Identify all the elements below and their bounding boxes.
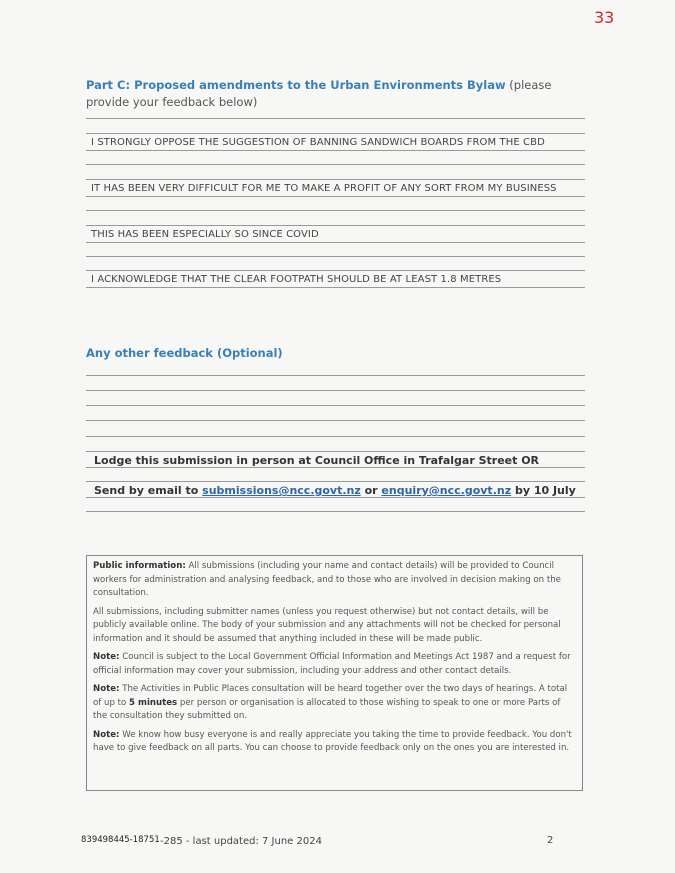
form-rule [86, 451, 585, 452]
info-paragraph [93, 683, 575, 724]
info-bold: 5 minutes [129, 697, 178, 708]
footer-page-number: 2 [547, 835, 554, 846]
form-rule [86, 133, 585, 134]
info-text: We know how busy everyone is and really appreciate you taking the time to provide feedback. You don't have to give feedback on all parts. You can choose to provide feedback only on the ones you are interested in. [93, 729, 572, 753]
form-rule [86, 287, 585, 288]
answer-line-4: I ACKNOWLEDGE THAT THE CLEAR FOOTPATH SHOULD BE AT LEAST 1.8 METRES [91, 274, 502, 285]
send-by-email-mid: or [360, 484, 382, 497]
form-rule [86, 481, 585, 482]
form-rule [86, 150, 585, 151]
public-information-box [86, 555, 583, 791]
document-id: 839498445-18751 [81, 835, 160, 845]
form-rule [86, 270, 585, 271]
form-rule [86, 242, 585, 243]
form-rule [86, 375, 585, 376]
submissions-email-link[interactable]: submissions@ncc.govt.nz [202, 484, 361, 497]
form-rule [86, 196, 585, 197]
info-label: Note: [93, 729, 120, 740]
send-by-email-pre: Send by email to [94, 484, 203, 497]
part-c-title-bold: Part C: Proposed amendments to the Urban Environments Bylaw [86, 78, 506, 92]
info-label: Public information: [93, 561, 186, 571]
form-rule [86, 405, 585, 406]
info-text: All submissions (including your name and contact details) will be provided to Council workers for administration and analysing feedback, and to those who are involved in decision making on the consultation. [93, 561, 561, 598]
form-rule [86, 118, 585, 119]
other-feedback-title-text: Any other feedback (Optional) [86, 346, 283, 360]
form-rule [86, 256, 585, 257]
enquiry-email-link[interactable]: enquiry@ncc.govt.nz [381, 484, 512, 497]
info-paragraph [93, 729, 575, 756]
info-text: Council is subject to the Local Government Official Information and Meetings Act 1987 and a request for official information may cover your submission, including your address and other contact details. [93, 652, 571, 676]
page-number-stamp: 33 [594, 8, 615, 27]
info-label: Note: [93, 684, 120, 694]
form-rule [86, 511, 585, 512]
info-text: All submissions, including submitter names (unless you request otherwise) but not contact details, will be publicly available online. The body of your submission and any attachments will not be checked for personal information and it should be assumed that anything included in these will be made public. [93, 606, 561, 644]
part-c-title-rest: (please provide your feedback below) [86, 78, 552, 109]
form-rule [86, 179, 585, 180]
form-rule [86, 497, 585, 498]
form-rule [86, 164, 585, 165]
answer-line-2: IT HAS BEEN VERY DIFFICULT FOR ME TO MAKE A PROFIT OF ANY SORT FROM MY BUSINESS [91, 183, 557, 194]
info-paragraph [93, 606, 575, 647]
footer-last-updated: -285 - last updated: 7 June 2024 [160, 836, 322, 847]
answer-line-1: I STRONGLY OPPOSE THE SUGGESTION OF BANNING SANDWICH BOARDS FROM THE CBD [91, 137, 545, 148]
form-rule [86, 467, 585, 468]
form-rule [86, 210, 585, 211]
info-text: per person or organisation is allocated to those wishing to speak to one or more Parts of the consultation they submitted on. [93, 697, 561, 721]
lodge-in-person-text: Lodge this submission in person at Council Office in Trafalgar Street OR [94, 454, 540, 467]
part-c-title [86, 77, 586, 111]
info-paragraph [93, 651, 575, 678]
info-label: Note: [93, 652, 120, 662]
form-rule [86, 436, 585, 437]
answer-line-3: THIS HAS BEEN ESPECIALLY SO SINCE COVID [91, 229, 319, 240]
form-rule [86, 390, 585, 391]
info-paragraph [93, 560, 575, 601]
info-text: The Activities in Public Places consultation will be heard together over the two days of hearings. A total of up to [93, 684, 568, 708]
form-rule [86, 420, 585, 421]
other-feedback-title [86, 345, 586, 362]
send-by-email-text [94, 484, 576, 497]
form-rule [86, 225, 585, 226]
send-by-email-post: by 10 July [511, 484, 576, 497]
